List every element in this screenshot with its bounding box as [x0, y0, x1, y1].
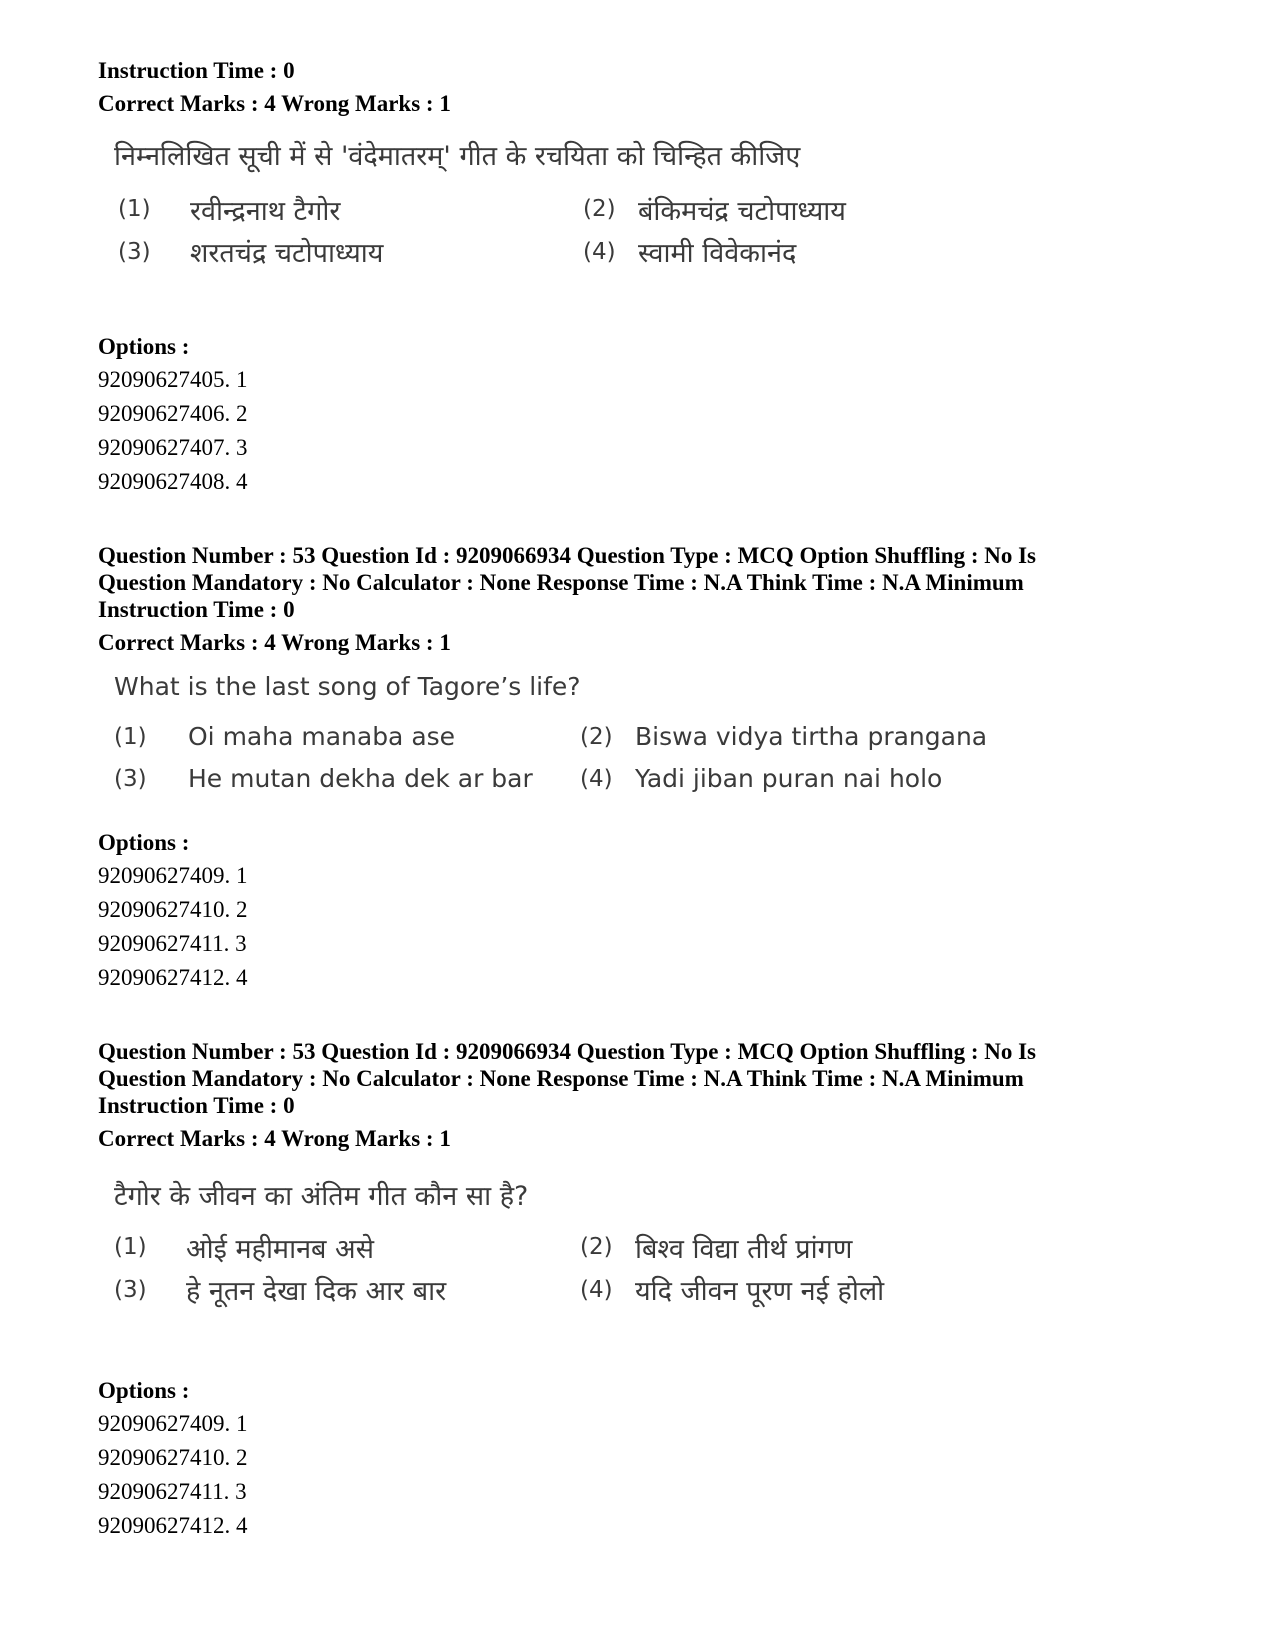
option-id: 92090627412. 4: [98, 1513, 248, 1538]
choice-4-text: स्वामी विवेकानंद: [638, 238, 797, 269]
choice-1-text: रवीन्द्रनाथ टैगोर: [190, 196, 341, 227]
option-id: 92090627409. 1: [98, 1411, 248, 1436]
question-block-2: [98, 542, 1208, 656]
question-image-3: [98, 1176, 1208, 1316]
choice-4-number: (4): [583, 239, 616, 265]
choice-2-number: (2): [580, 1234, 613, 1260]
choice-3-number: (3): [114, 766, 147, 792]
choice-1-number: (1): [118, 196, 151, 222]
options-label: Options :: [98, 334, 190, 359]
option-id: 92090627410. 2: [98, 897, 248, 922]
question-meta-line-1: Question Number : 53 Question Id : 9209066934 Question Type : MCQ Option Shuffling : No Is: [98, 543, 1037, 568]
choice-2-number: (2): [580, 724, 613, 750]
question-meta-line-2: Question Mandatory : No Calculator : None Response Time : N.A Think Time : N.A Minimum: [98, 1066, 1024, 1091]
choice-3-text: He mutan dekha dek ar bar: [188, 764, 533, 793]
question-text: What is the last song of Tagore’s life?: [114, 672, 581, 701]
option-id: 92090627405. 1: [98, 367, 248, 392]
choice-1-text: ओई महीमानब असे: [186, 1234, 374, 1265]
options-label: Options :: [98, 1378, 190, 1403]
choice-2-number: (2): [583, 196, 616, 222]
option-id: 92090627407. 3: [98, 435, 248, 460]
instruction-time: Instruction Time : 0: [98, 597, 295, 622]
choice-4-text: यदि जीवन पूरण नई होलो: [635, 1276, 885, 1307]
question-text: निम्नलिखित सूची में से 'वंदेमातरम्' गीत के रचयिता को चिन्हित कीजिए: [114, 141, 801, 172]
choice-4-number: (4): [580, 1277, 613, 1303]
choice-3-number: (3): [118, 239, 151, 265]
options-list-1: [98, 330, 1208, 499]
options-list-3: [98, 1374, 1208, 1543]
instruction-time: Instruction Time : 0: [98, 1093, 295, 1118]
options-list-2: [98, 826, 1208, 995]
choice-4-number: (4): [580, 766, 613, 792]
question-meta-line-1: Question Number : 53 Question Id : 9209066934 Question Type : MCQ Option Shuffling : No Is: [98, 1039, 1037, 1064]
marks-line: Correct Marks : 4 Wrong Marks : 1: [98, 91, 451, 116]
choice-2-text: बंकिमचंद्र चटोपाध्याय: [638, 196, 846, 227]
choice-4-text: Yadi jiban puran nai holo: [635, 764, 943, 793]
marks-line: Correct Marks : 4 Wrong Marks : 1: [98, 1126, 451, 1151]
option-id: 92090627410. 2: [98, 1445, 248, 1470]
option-id: 92090627411. 3: [98, 931, 247, 956]
choice-2-text: Biswa vidya tirtha prangana: [635, 722, 988, 751]
marks-line: Correct Marks : 4 Wrong Marks : 1: [98, 630, 451, 655]
choice-3-text: शरतचंद्र चटोपाध्याय: [190, 238, 384, 269]
instruction-time: Instruction Time : 0: [98, 58, 295, 83]
option-id: 92090627409. 1: [98, 863, 248, 888]
option-id: 92090627408. 4: [98, 469, 248, 494]
question-text: टैगोर के जीवन का अंतिम गीत कौन सा है?: [114, 1181, 529, 1212]
question-block-3: [98, 1038, 1208, 1152]
choice-1-number: (1): [114, 1234, 147, 1260]
choice-2-text: बिश्व विद्या तीर्थ प्रांगण: [635, 1234, 853, 1265]
option-id: 92090627412. 4: [98, 965, 248, 990]
question-image-1: [98, 136, 1208, 276]
choice-1-number: (1): [114, 724, 147, 750]
question-meta-line-2: Question Mandatory : No Calculator : None Response Time : N.A Think Time : N.A Minimum: [98, 570, 1024, 595]
choice-1-text: Oi maha manaba ase: [188, 722, 456, 751]
question-block-1: [98, 57, 1208, 117]
options-label: Options :: [98, 830, 190, 855]
question-image-2: [98, 672, 1208, 802]
choice-3-number: (3): [114, 1277, 147, 1303]
option-id: 92090627406. 2: [98, 401, 248, 426]
option-id: 92090627411. 3: [98, 1479, 247, 1504]
choice-3-text: हे नूतन देखा दिक आर बार: [186, 1276, 447, 1307]
